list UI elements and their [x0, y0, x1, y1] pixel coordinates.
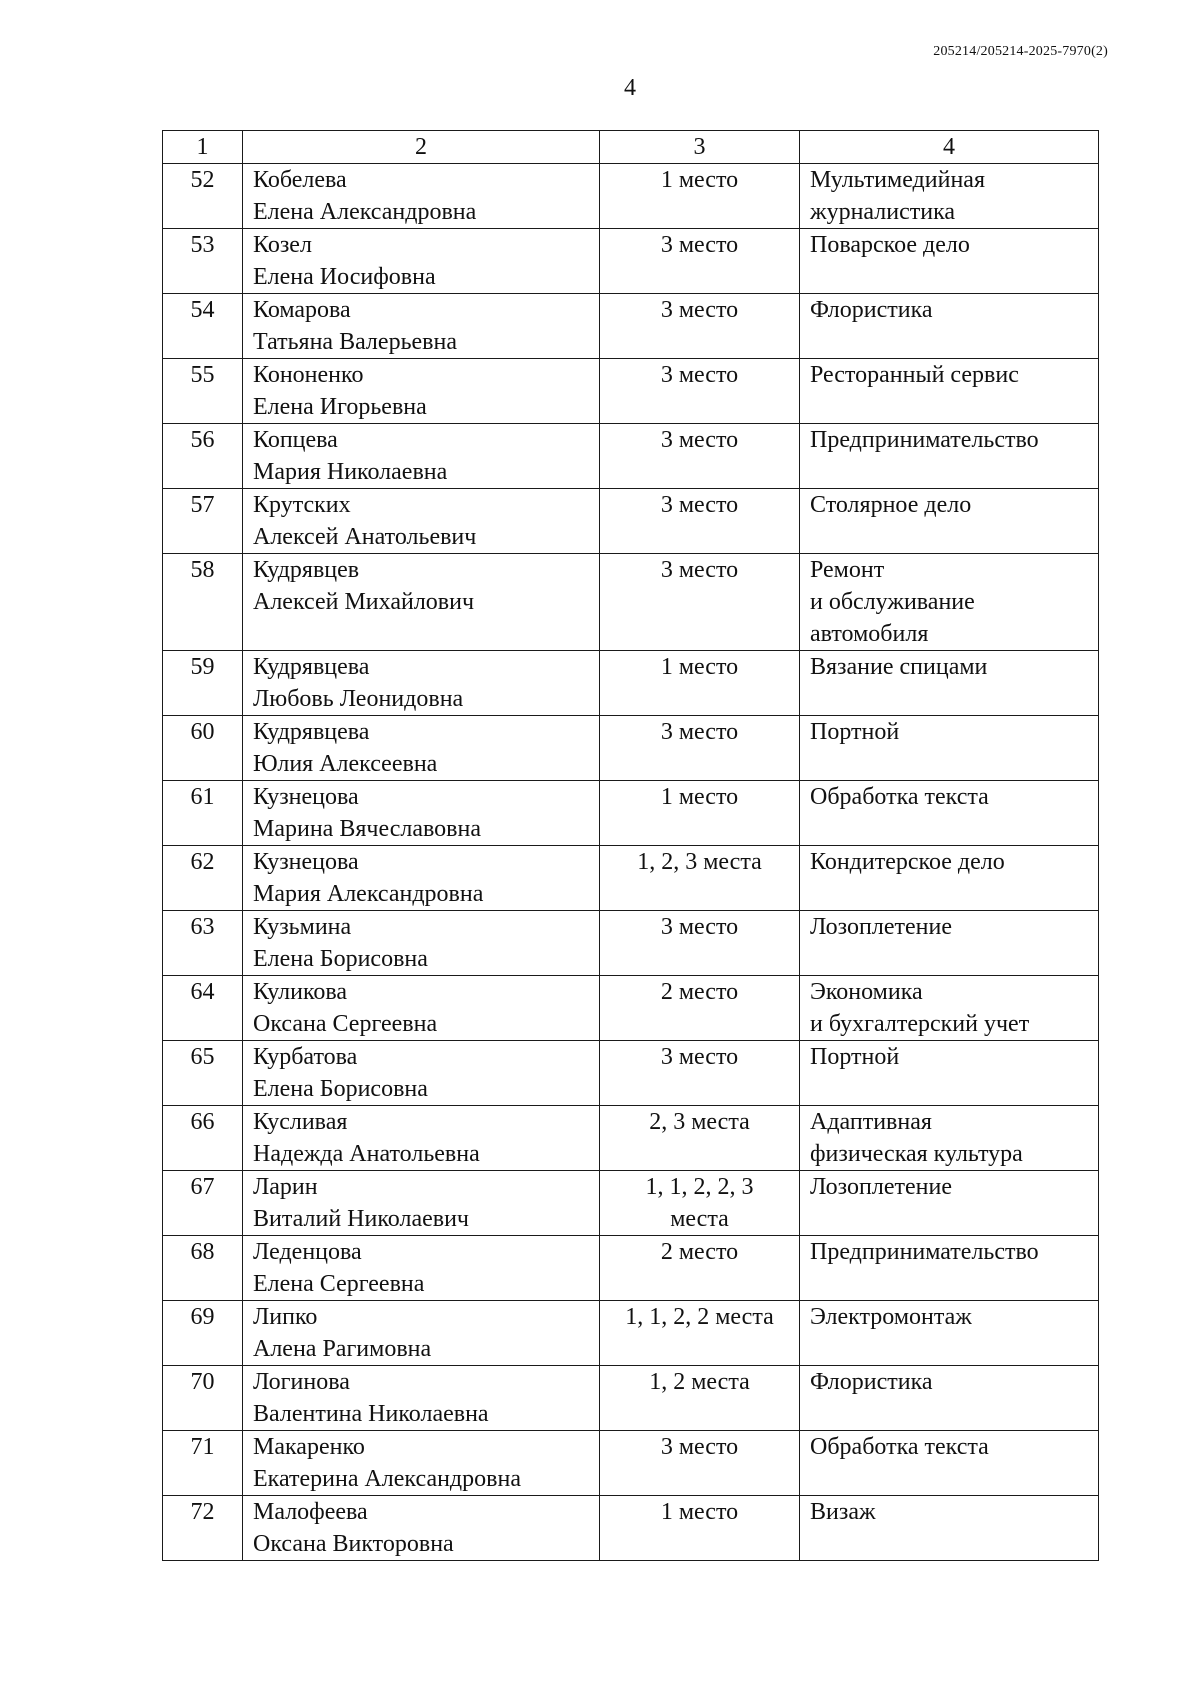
competency-line: Адаптивная [810, 1109, 932, 1135]
participant-name-line: Кузнецова [253, 849, 359, 875]
table-row [163, 1041, 1099, 1106]
participant-name-line: Копцева [253, 427, 338, 453]
row-number: 57 [163, 489, 243, 554]
participant-name-line: Куликова [253, 979, 348, 1005]
participant-name-cell [243, 1171, 600, 1236]
award-place-cell [600, 911, 800, 976]
participant-name-cell [243, 1496, 600, 1561]
participant-name-line: Кудрявцев [253, 557, 360, 583]
table-row [163, 976, 1099, 1041]
participant-name-line: Малофеева [253, 1499, 368, 1525]
participant-name-line: Оксана Сергеевна [253, 1011, 438, 1037]
row-number: 63 [163, 911, 243, 976]
table-row [163, 781, 1099, 846]
row-number: 71 [163, 1431, 243, 1496]
award-place-line: 1, 1, 2, 2 места [625, 1304, 774, 1330]
row-number: 70 [163, 1366, 243, 1431]
award-place-line: 3 место [660, 1044, 739, 1070]
participant-name-line: Кусливая [253, 1109, 348, 1135]
row-number: 59 [163, 651, 243, 716]
competency-line: Лозоплетение [810, 914, 952, 940]
award-place-line: 2 место [660, 1239, 739, 1265]
participant-name-line: Алена Рагимовна [253, 1336, 432, 1362]
participant-name-cell [243, 976, 600, 1041]
award-place-line: 3 место [660, 914, 739, 940]
participant-name-line: Кудрявцева [253, 654, 370, 680]
award-place-cell [600, 164, 800, 229]
award-place-line: 1 место [660, 1499, 739, 1525]
participant-name-cell [243, 911, 600, 976]
participant-name-cell [243, 1431, 600, 1496]
document-id: 205214/205214-2025-7970(2) [933, 44, 1108, 59]
table-header-row [163, 131, 1099, 164]
participant-name-line: Надежда Анатольевна [253, 1141, 480, 1167]
award-place-line: места [670, 1206, 729, 1232]
table-row [163, 1171, 1099, 1236]
participant-name-cell [243, 1236, 600, 1301]
competency-cell [800, 359, 1099, 424]
page-number: 4 [624, 75, 636, 101]
award-place-line: 3 место [660, 492, 739, 518]
participant-name-cell [243, 164, 600, 229]
competency-cell [800, 716, 1099, 781]
participant-name-cell [243, 846, 600, 911]
competency-cell [800, 781, 1099, 846]
competency-line: Ремонт [810, 557, 885, 583]
column-header-place: 3 [600, 131, 800, 164]
award-place-line: 3 место [660, 557, 739, 583]
award-place-line: 1 место [660, 167, 739, 193]
award-place-cell [600, 359, 800, 424]
table-row [163, 1236, 1099, 1301]
table-row [163, 1301, 1099, 1366]
participant-name-line: Козел [253, 232, 312, 258]
award-place-line: 3 место [660, 232, 739, 258]
award-place-line: 1, 2, 3 места [637, 849, 762, 875]
competency-cell [800, 1366, 1099, 1431]
award-place-cell [600, 229, 800, 294]
participant-name-line: Валентина Николаевна [253, 1401, 489, 1427]
award-place-cell [600, 294, 800, 359]
table-row [163, 294, 1099, 359]
participant-name-line: Алексей Михайлович [253, 589, 475, 615]
table-row [163, 554, 1099, 651]
award-place-cell [600, 1106, 800, 1171]
participant-name-cell [243, 651, 600, 716]
award-place-line: 3 место [660, 1434, 739, 1460]
table-row [163, 846, 1099, 911]
competency-cell [800, 846, 1099, 911]
participant-name-line: Марина Вячеславовна [253, 816, 481, 842]
table-row [163, 1106, 1099, 1171]
table-row [163, 716, 1099, 781]
participant-name-cell [243, 781, 600, 846]
row-number: 61 [163, 781, 243, 846]
competency-line: Лозоплетение [810, 1174, 952, 1200]
row-number: 68 [163, 1236, 243, 1301]
competency-line: и обслуживание [810, 589, 975, 615]
award-place-line: 1 место [660, 654, 739, 680]
competency-cell [800, 651, 1099, 716]
competency-line: Портной [810, 719, 900, 745]
award-place-line: 1, 1, 2, 2, 3 [645, 1174, 754, 1200]
award-place-line: 1, 2 места [649, 1369, 750, 1395]
row-number: 55 [163, 359, 243, 424]
competency-cell [800, 294, 1099, 359]
participant-name-line: Крутских [253, 492, 351, 518]
participant-name-line: Кудрявцева [253, 719, 370, 745]
participant-name-line: Макаренко [253, 1434, 365, 1460]
table-row [163, 489, 1099, 554]
row-number: 66 [163, 1106, 243, 1171]
award-place-line: 2 место [660, 979, 739, 1005]
participant-name-line: Мария Александровна [253, 881, 484, 907]
participant-name-line: Логинова [253, 1369, 350, 1395]
participant-name-line: Кобелева [253, 167, 347, 193]
award-place-cell [600, 1236, 800, 1301]
participant-name-line: Оксана Викторовна [253, 1531, 454, 1557]
award-place-cell [600, 1496, 800, 1561]
participant-name-cell [243, 294, 600, 359]
competency-cell [800, 1106, 1099, 1171]
competency-line: Электромонтаж [810, 1304, 972, 1330]
award-place-line: 2, 3 места [649, 1109, 750, 1135]
competency-line: Ресторанный сервис [810, 362, 1019, 388]
competency-cell [800, 1431, 1099, 1496]
award-place-line: 1 место [660, 784, 739, 810]
competency-cell [800, 1496, 1099, 1561]
competency-cell [800, 1171, 1099, 1236]
results-table [162, 130, 1099, 1561]
competency-cell [800, 164, 1099, 229]
participant-name-line: Мария Николаевна [253, 459, 448, 485]
participant-name-line: Леденцова [253, 1239, 362, 1265]
competency-line: Предпринимательство [810, 1239, 1039, 1265]
competency-line: Поварское дело [810, 232, 970, 258]
row-number: 62 [163, 846, 243, 911]
award-place-line: 3 место [660, 719, 739, 745]
award-place-cell [600, 651, 800, 716]
participant-name-cell [243, 1106, 600, 1171]
participant-name-line: Кузнецова [253, 784, 359, 810]
award-place-line: 3 место [660, 297, 739, 323]
participant-name-line: Елена Александровна [253, 199, 477, 225]
competency-line: Предпринимательство [810, 427, 1039, 453]
table-row [163, 164, 1099, 229]
participant-name-line: Елена Иосифовна [253, 264, 436, 290]
table-row [163, 359, 1099, 424]
competency-cell [800, 976, 1099, 1041]
participant-name-cell [243, 716, 600, 781]
table-row [163, 1496, 1099, 1561]
participant-name-line: Ларин [253, 1174, 318, 1200]
competency-cell [800, 424, 1099, 489]
row-number: 69 [163, 1301, 243, 1366]
table-row [163, 229, 1099, 294]
row-number: 65 [163, 1041, 243, 1106]
row-number: 72 [163, 1496, 243, 1561]
award-place-cell [600, 846, 800, 911]
participant-name-line: Екатерина Александровна [253, 1466, 521, 1492]
participant-name-line: Юлия Алексеевна [253, 751, 438, 777]
award-place-cell [600, 976, 800, 1041]
participant-name-cell [243, 424, 600, 489]
table-row [163, 1366, 1099, 1431]
row-number: 54 [163, 294, 243, 359]
participant-name-line: Елена Сергеевна [253, 1271, 425, 1297]
participant-name-line: Кузьмина [253, 914, 352, 940]
row-number: 60 [163, 716, 243, 781]
table-row [163, 424, 1099, 489]
competency-line: Кондитерское дело [810, 849, 1005, 875]
participant-name-cell [243, 229, 600, 294]
row-number: 56 [163, 424, 243, 489]
award-place-cell [600, 1366, 800, 1431]
award-place-line: 3 место [660, 362, 739, 388]
competency-line: Мультимедийная [810, 167, 985, 193]
column-header-number: 1 [163, 131, 243, 164]
participant-name-cell [243, 489, 600, 554]
participant-name-line: Кононенко [253, 362, 364, 388]
competency-line: Вязание спицами [810, 654, 988, 680]
participant-name-cell [243, 1041, 600, 1106]
award-place-line: 3 место [660, 427, 739, 453]
competency-cell [800, 554, 1099, 651]
participant-name-line: Татьяна Валерьевна [253, 329, 457, 355]
award-place-cell [600, 424, 800, 489]
table-row [163, 1431, 1099, 1496]
row-number: 52 [163, 164, 243, 229]
participant-name-cell [243, 359, 600, 424]
competency-line: Обработка текста [810, 784, 989, 810]
participant-name-line: Елена Игорьевна [253, 394, 427, 420]
competency-line: журналистика [810, 199, 956, 225]
participant-name-line: Елена Борисовна [253, 946, 428, 972]
participant-name-line: Липко [253, 1304, 318, 1330]
competency-line: Столярное дело [810, 492, 972, 518]
competency-line: Визаж [810, 1499, 876, 1525]
participant-name-line: Комарова [253, 297, 351, 323]
award-place-cell [600, 554, 800, 651]
competency-cell [800, 1301, 1099, 1366]
row-number: 53 [163, 229, 243, 294]
competency-line: Обработка текста [810, 1434, 989, 1460]
competency-line: Флористика [810, 1369, 933, 1395]
table-row [163, 651, 1099, 716]
table-row [163, 911, 1099, 976]
award-place-cell [600, 1041, 800, 1106]
participant-name-line: Алексей Анатольевич [253, 524, 477, 550]
row-number: 67 [163, 1171, 243, 1236]
participant-name-line: Елена Борисовна [253, 1076, 428, 1102]
competency-line: автомобиля [810, 621, 929, 647]
award-place-cell [600, 1171, 800, 1236]
competency-line: и бухгалтерский учет [810, 1011, 1030, 1037]
participant-name-cell [243, 554, 600, 651]
competency-line: физическая культура [810, 1141, 1023, 1167]
competency-cell [800, 911, 1099, 976]
participant-name-line: Любовь Леонидовна [253, 686, 464, 712]
participant-name-line: Курбатова [253, 1044, 358, 1070]
award-place-cell [600, 1431, 800, 1496]
participant-name-cell [243, 1366, 600, 1431]
column-header-category: 4 [800, 131, 1099, 164]
award-place-cell [600, 1301, 800, 1366]
competency-cell [800, 489, 1099, 554]
competency-cell [800, 229, 1099, 294]
award-place-cell [600, 716, 800, 781]
competency-line: Экономика [810, 979, 923, 1005]
table-body [163, 164, 1099, 1561]
participant-name-cell [243, 1301, 600, 1366]
row-number: 58 [163, 554, 243, 651]
competency-line: Флористика [810, 297, 933, 323]
participant-name-line: Виталий Николаевич [253, 1206, 469, 1232]
competency-cell [800, 1236, 1099, 1301]
competency-line: Портной [810, 1044, 900, 1070]
competency-cell [800, 1041, 1099, 1106]
column-header-name: 2 [243, 131, 600, 164]
award-place-cell [600, 781, 800, 846]
row-number: 64 [163, 976, 243, 1041]
award-place-cell [600, 489, 800, 554]
